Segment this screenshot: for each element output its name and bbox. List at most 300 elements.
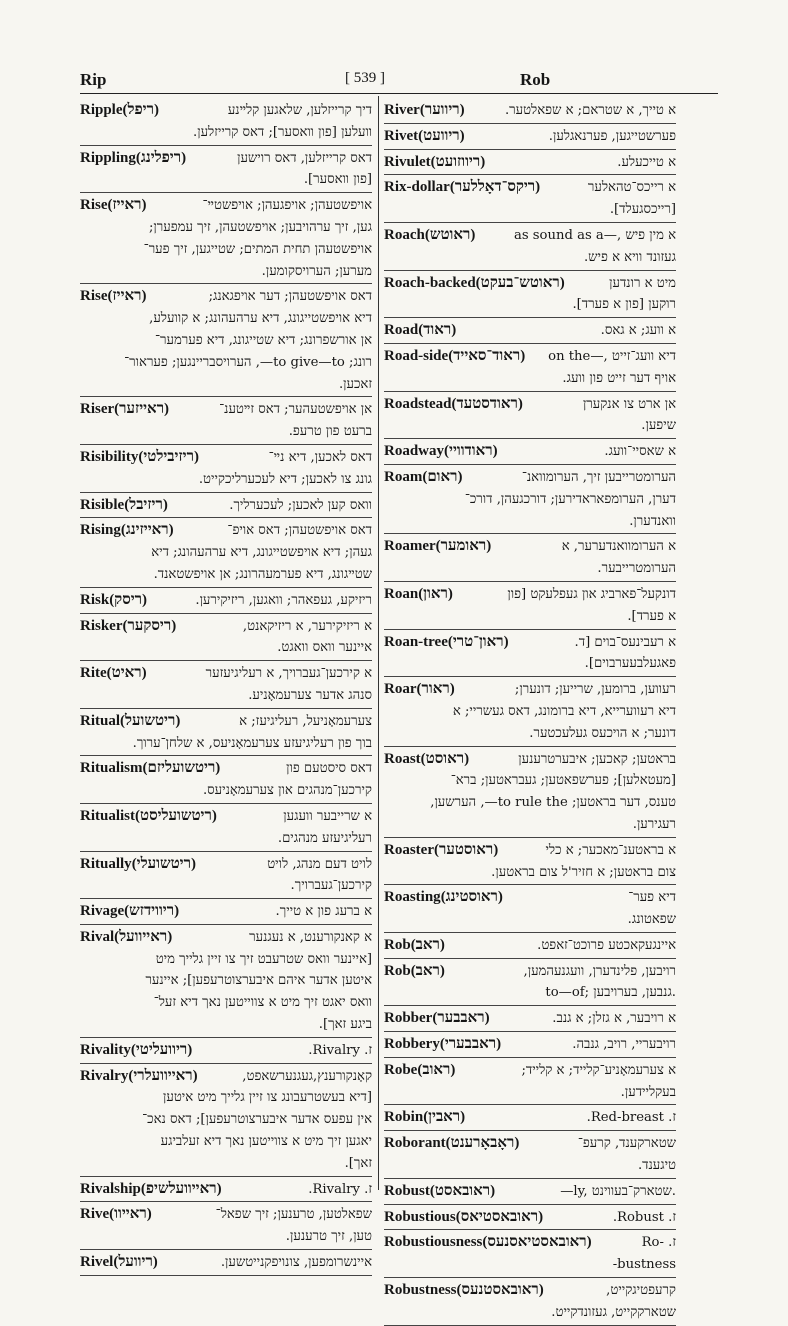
headword: Rix-dollar (ריקס־דאָללער)	[384, 179, 544, 196]
entry-line	[80, 1226, 372, 1248]
entry-line	[384, 1133, 676, 1155]
entry-separator	[384, 676, 676, 677]
pronunciation: (ראוסט)	[420, 750, 473, 767]
definition-text: א פערד].	[627, 608, 676, 624]
entry-line	[80, 901, 372, 923]
headword: Robustiousness (ראובאסטיאסנעס)	[384, 1234, 596, 1251]
dictionary-entry	[384, 320, 676, 342]
dictionary-entry	[384, 1181, 676, 1203]
headword: Roar (ראור)	[384, 681, 459, 698]
entry-separator	[384, 884, 676, 885]
entry-line	[80, 122, 372, 144]
pronunciation: (ראייז)	[107, 288, 151, 305]
headword: Ripple (ריפל)	[80, 102, 163, 118]
entry-line	[80, 1087, 372, 1109]
entry-separator	[80, 145, 372, 146]
definition-text: אויפשטעהן; אויפגעהן; אויפשטײ־	[202, 198, 372, 214]
pronunciation: (ראייוו)	[109, 1206, 156, 1223]
definition-text: טענס, דער בראטען; to rule the—, הערשען,	[430, 795, 676, 811]
definition-text: דיא רעווערייא, דיא ברומונג, דאס געשריי; א	[452, 703, 676, 719]
entry-line	[384, 152, 676, 174]
definition-text: דיך קרייזלען, שלאגען קלײנע	[227, 103, 372, 118]
dictionary-entry	[80, 100, 372, 144]
pronunciation: (ראוסטער)	[433, 841, 503, 858]
dictionary-entry	[80, 758, 372, 802]
entry-line	[80, 495, 372, 517]
definition-text: איינגעקאכטע פרוכט־זאפט.	[537, 937, 676, 953]
definition-text: קירכען־מנהגים און צערעמאָניעס.	[202, 783, 372, 799]
entry-separator	[80, 1176, 372, 1177]
definition-text: דונקעל־פארביג און געפלעקט [פון	[507, 586, 676, 602]
definition-text: דיא פער־	[628, 890, 676, 906]
definition-text: װעלען [פון װאסער]; דאס קרייזלען.	[193, 124, 372, 140]
headword: Robbery (ראבבערי)	[384, 1036, 505, 1053]
entry-separator	[80, 755, 372, 756]
page-number: [ 539 ]	[345, 70, 385, 86]
entry-line	[384, 840, 676, 862]
definition-text: ברעט פון טרעפ.	[288, 424, 372, 440]
pronunciation: (ריסק)	[109, 591, 151, 608]
entry-line	[384, 511, 676, 533]
pronunciation: (ראובאסט)	[429, 1182, 499, 1199]
definition-text: א וועג; א גאס.	[600, 323, 676, 339]
definition-text: ריזיקע, געפאהר; וואגען, ריזיקירען.	[195, 592, 372, 608]
definition-text: דערן, הערומפאראדירען; דורכגעהן, דורכ־	[464, 491, 676, 507]
dictionary-entry	[384, 887, 676, 931]
pronunciation: (ראוטש־בעקט)	[475, 274, 569, 291]
entry-line	[384, 1181, 676, 1203]
dictionary-entry	[384, 584, 676, 628]
entry-line	[80, 733, 372, 755]
entry-separator	[384, 343, 676, 344]
pronunciation: (ראוסטינג)	[440, 889, 507, 906]
definition-text: צום בראטען; א חזיר'ל צום בראטען.	[491, 864, 676, 880]
headword: Ritual (ריטשועל)	[80, 712, 185, 729]
definition-text: .Red-breast .ז	[586, 1110, 676, 1126]
entry-line	[80, 927, 372, 949]
dictionary-entry	[80, 495, 372, 517]
entry-separator	[384, 1130, 676, 1131]
entry-line	[80, 100, 372, 122]
definition-text: מערען; הערויסקומען.	[261, 263, 372, 279]
definition-text: —ly, שטארק־בעווינט.	[560, 1183, 676, 1199]
definition-text: רעווען, ברומען, שרייען; דונערן;	[514, 682, 676, 698]
entry-line	[384, 126, 676, 148]
definition-text: זאכען.	[338, 376, 372, 392]
pronunciation: (ראבין)	[423, 1109, 469, 1126]
definition-text: טען, זיך טרענען.	[285, 1229, 372, 1245]
pronunciation: (ריפל)	[122, 102, 163, 118]
entry-line	[80, 1040, 372, 1062]
pronunciation: (ראובאסטנעס)	[456, 1282, 548, 1299]
headword: Rivel (ריוועל)	[80, 1254, 162, 1271]
definition-text: דאס סיסטעם פון	[286, 761, 372, 777]
entry-line	[384, 909, 676, 931]
entry-line	[384, 1207, 676, 1229]
entry-line	[384, 100, 676, 122]
definition-text: אן ארט צו אנקערן	[582, 396, 676, 412]
entry-separator	[384, 123, 676, 124]
definition-text: איינשרומפען, צונויפקנייטשען.	[220, 1255, 372, 1271]
entry-line	[80, 564, 372, 586]
pronunciation: (ראום)	[422, 468, 467, 485]
pronunciation: (ראובאסטיאס)	[455, 1208, 547, 1225]
entry-line	[384, 653, 676, 675]
definition-text: אן אויפשטעהער; דאס זײטענ־	[219, 402, 372, 418]
dictionary-entry	[384, 126, 676, 148]
definition-text: [פון װאסער].	[303, 172, 372, 188]
definition-text: א טייך, א שטראם; א שפאלטער.	[504, 103, 676, 118]
definition-text: [איינער וואס שטרעבט זיך צו זיין גלייך מיט	[155, 951, 372, 967]
definition-text: הערומטרייבער.	[597, 561, 676, 577]
definition-text: יאגען זיך מיט א צווייטען נאך דיא זעלביגע	[160, 1134, 372, 1150]
entry-line	[80, 286, 372, 308]
dictionary-entry	[384, 1133, 676, 1177]
pronunciation: (ריסקער)	[122, 617, 180, 634]
headword: Risk (ריסק)	[80, 591, 151, 608]
entry-line	[80, 352, 372, 374]
entry-separator	[80, 803, 372, 804]
definition-text: שטײגונג, דיא פערמעהרונג; אן אויפשטאנד.	[153, 566, 372, 582]
definition-text: רעגירען.	[632, 816, 676, 832]
entry-separator	[80, 396, 372, 397]
entry-separator	[384, 533, 676, 534]
headword: Rivage (ריווידזש)	[80, 903, 183, 920]
headword: Roaster (ראוסטער)	[384, 841, 503, 858]
pronunciation: (ריוועט)	[418, 127, 469, 144]
headword: Risker (ריסקער)	[80, 617, 180, 634]
dictionary-entry	[384, 467, 676, 532]
definition-text: א צערעמאָניע־קלייד; א קלייד;	[521, 1062, 676, 1078]
dictionary-entry	[384, 1280, 676, 1324]
definition-text: [דיא בעשטרעבונג צו זיין גלייך מיט איטען	[163, 1090, 372, 1106]
definition-text: as sound as a—, א מין פיש	[513, 227, 676, 243]
entry-line	[384, 177, 676, 199]
entry-line	[80, 711, 372, 733]
entry-line	[80, 447, 372, 469]
pronunciation: (ריטשועלי)	[131, 855, 200, 872]
pronunciation: (ראוטש)	[424, 226, 480, 243]
entry-separator	[384, 391, 676, 392]
definition-text: שיפען.	[641, 418, 676, 434]
headword: Rivalship (ראייוועלשיפ)	[80, 1180, 226, 1197]
pronunciation: (ראבבערי)	[439, 1036, 505, 1053]
entry-separator	[80, 708, 372, 709]
entry-line	[80, 217, 372, 239]
pronunciation: (ריזיבילטי)	[138, 448, 203, 465]
right-column	[384, 100, 676, 1320]
dictionary-entry	[80, 399, 372, 443]
entry-line	[384, 982, 676, 1004]
headword: Roadway (ראודוויי)	[384, 443, 502, 460]
entry-separator	[384, 837, 676, 838]
entry-line	[80, 758, 372, 780]
dictionary-entry	[80, 927, 372, 1036]
definition-text: א רעבינעס־בוים [ד.	[574, 634, 676, 650]
entry-separator	[384, 1178, 676, 1179]
pronunciation: (ראייז)	[107, 197, 151, 214]
entry-separator	[80, 898, 372, 899]
dictionary-entry	[80, 1204, 372, 1248]
entry-separator	[80, 444, 372, 445]
definition-text: פאגעלבעערבוים].	[584, 656, 676, 672]
headword: Rivet (ריוועט)	[384, 127, 469, 144]
headword: Rivality (ריוועליטי)	[80, 1041, 196, 1058]
headword: Rising (ראייזינג)	[80, 522, 178, 539]
entry-line	[80, 239, 372, 261]
headword: Robin (ראבין)	[384, 1109, 469, 1126]
definition-text: לויט דעם מנהג, לויט	[267, 856, 372, 872]
entry-line	[80, 1014, 372, 1036]
entry-line	[80, 399, 372, 421]
dictionary-entry	[384, 346, 676, 390]
dictionary-entry	[384, 961, 676, 1005]
definition-text: מיט א רונדען	[609, 275, 676, 291]
headword: Risible (ריזיבל)	[80, 496, 172, 513]
dictionary-entry	[384, 225, 676, 269]
definition-text: רויבען, פלינדערן, וועגנעהמען,	[523, 963, 676, 979]
entry-line	[80, 949, 372, 971]
headword: Road (ראוד)	[384, 322, 460, 339]
definition-text: [מעטאלען]; פערשפאטען; געבראטען; ברא־	[450, 773, 676, 789]
headword: Roam (ראום)	[384, 468, 467, 485]
definition-text: טיגענד.	[637, 1158, 676, 1174]
pronunciation: (ראייוועל)	[114, 928, 176, 945]
dictionary-entry	[384, 100, 676, 122]
pronunciation: (ראוד־סאייד)	[448, 347, 529, 364]
definition-text: דאס אויפשטעהן; דער אויפגאנג;	[208, 289, 372, 305]
headword: Robust (ראובאסט)	[384, 1182, 499, 1199]
dictionary-entry	[384, 1008, 676, 1030]
entry-separator	[384, 958, 676, 959]
dictionary-entry	[80, 1179, 372, 1201]
entry-line	[384, 606, 676, 628]
pronunciation: (ריקס־דאָללער)	[449, 179, 544, 196]
headword: Rob (ראב)	[384, 962, 449, 979]
dictionary-entry	[384, 152, 676, 174]
headword: Rival (ראייוועל)	[80, 928, 176, 945]
headword: Robber (ראבבער)	[384, 1010, 494, 1027]
definition-text: .Rivalry .ז	[308, 1181, 372, 1197]
dictionary-entry	[80, 286, 372, 395]
definition-text: שפאטונג.	[627, 912, 676, 928]
definition-text: דאס קרייזלען, דאס רוישען	[237, 150, 372, 166]
entry-separator	[384, 581, 676, 582]
entry-separator	[80, 1201, 372, 1202]
definition-text: קרעפטיגקייט,	[606, 1283, 676, 1299]
entry-separator	[384, 1031, 676, 1032]
definition-text: רעליגיעזע מנהגים.	[277, 830, 372, 846]
entry-line	[384, 1232, 676, 1254]
entry-line	[384, 1254, 676, 1276]
entry-separator	[80, 517, 372, 518]
entry-line	[80, 1153, 372, 1175]
entry-separator	[384, 270, 676, 271]
pronunciation: (ריפלינג)	[135, 149, 190, 166]
entry-line	[80, 1131, 372, 1153]
definition-text: .Robust .ז	[612, 1209, 676, 1225]
definition-text: א ריזיקירער, א ריזיקאנט,	[242, 618, 372, 634]
headword: Rise (ראייז)	[80, 197, 151, 214]
entry-line	[80, 1109, 372, 1131]
entry-separator	[80, 587, 372, 588]
definition-text: פערשטייגען, פערנאגלען.	[548, 128, 676, 144]
entry-separator	[384, 1104, 676, 1105]
definition-text: דונער; א הויכעס געלעכטער.	[529, 725, 676, 741]
pronunciation: (ראב)	[410, 962, 449, 979]
definition-text: דאס לאכען, דיא נײ־	[268, 449, 372, 465]
entry-line	[80, 1204, 372, 1226]
entry-line	[384, 1008, 676, 1030]
pronunciation: (ראודסטעד)	[451, 395, 527, 412]
entry-line	[384, 749, 676, 771]
definition-text: שטארקענד, קרעפ־	[577, 1136, 676, 1152]
entry-separator	[80, 660, 372, 661]
headword: Roasting (ראוסטינג)	[384, 889, 507, 906]
entry-line	[80, 469, 372, 491]
headword: Rise (ראייז)	[80, 288, 151, 305]
pronunciation: (ראודוויי)	[444, 443, 502, 460]
entry-line	[80, 854, 372, 876]
definition-text: שפאלטען, טרענען; זיך שפאל־	[215, 1207, 372, 1223]
entry-line	[384, 1280, 676, 1302]
pronunciation: (ריוועליטי)	[130, 1041, 196, 1058]
entry-separator	[80, 1063, 372, 1064]
entry-separator	[384, 1204, 676, 1205]
definition-text: to—of; גנבען, בערויבען.	[545, 985, 676, 1001]
entry-line	[384, 1060, 676, 1082]
entry-separator	[384, 317, 676, 318]
dictionary-entry	[80, 1066, 372, 1175]
entry-line	[80, 875, 372, 897]
entry-separator	[384, 932, 676, 933]
entry-line	[80, 308, 372, 330]
entry-line	[80, 421, 372, 443]
definition-text: -bustness	[612, 1257, 676, 1273]
definition-text: גונג צו לאכען; דיא לעכערליכקייט.	[198, 471, 372, 487]
pronunciation: (ראָבאָרענט)	[445, 1135, 524, 1152]
headword: Rob (ראב)	[384, 936, 449, 953]
pronunciation: (ראובאסטיאסנעס)	[482, 1234, 596, 1251]
entry-line	[80, 970, 372, 992]
column-divider	[378, 96, 379, 1190]
headword: Robustious (ראובאסטיאס)	[384, 1208, 547, 1225]
entry-line	[384, 225, 676, 247]
definition-text: געזונד וויא א פיש.	[583, 249, 676, 265]
entry-line	[384, 558, 676, 580]
entry-line	[384, 770, 676, 792]
entry-separator	[80, 1249, 372, 1250]
entry-line	[384, 199, 676, 221]
dictionary-entry	[384, 1060, 676, 1104]
headword: Risibility (ריזיבילטי)	[80, 448, 203, 465]
pronunciation: (ראבבער)	[432, 1010, 494, 1027]
definition-text: זאך].	[344, 1155, 372, 1171]
definition-text: איטען אדער איהם איבערצוטרעפען]; איינער	[145, 973, 372, 989]
definition-text: א ברעג פון א טייך.	[275, 904, 372, 920]
headword: Roborant (ראָבאָרענט)	[384, 1135, 524, 1152]
definition-text: א רויבער, א גזלן; א גנב.	[552, 1011, 676, 1027]
dictionary-entry	[384, 1107, 676, 1129]
dictionary-entry	[384, 935, 676, 957]
definition-text: וואנדערן.	[629, 513, 676, 529]
header-rule	[80, 93, 718, 94]
dictionary-entry	[384, 394, 676, 438]
definition-text: א רייכס־טהאלער	[587, 180, 676, 196]
entry-line	[384, 394, 676, 416]
entry-line	[80, 542, 372, 564]
entry-line	[80, 195, 372, 217]
entry-line	[80, 1066, 372, 1088]
definition-text: אויפשטעהן תחית המתים; שטייגען, זיך פער־	[143, 241, 372, 257]
definition-text: בעקליידען.	[620, 1084, 676, 1100]
definition-text: גען, זיך ערהויבען; אויפשטעהן, זיך עמפערן;	[148, 219, 372, 235]
entry-line	[384, 441, 676, 463]
entry-line	[80, 663, 372, 685]
entry-line	[80, 780, 372, 802]
entry-line	[384, 294, 676, 316]
definition-text: א קירכען־געברויך, א רעליגיעזער	[205, 666, 372, 682]
pronunciation: (ראוד)	[418, 322, 460, 339]
headword: Roamer (ראומער)	[384, 538, 495, 555]
entry-line	[80, 637, 372, 659]
definition-text: וואס קען לאכען; לעכערליך.	[229, 497, 372, 513]
entry-line	[384, 346, 676, 368]
headword: Roadstead (ראודסטעד)	[384, 395, 527, 412]
entry-separator	[80, 283, 372, 284]
headword: Rivulet (ריווזועט)	[384, 153, 489, 170]
definition-text: קירכען־געברויך.	[290, 878, 372, 894]
entry-line	[384, 723, 676, 745]
entry-line	[384, 415, 676, 437]
entry-separator	[384, 464, 676, 465]
entry-separator	[80, 1275, 372, 1276]
definition-text: on the—, דיא וועג־זייט	[548, 348, 676, 364]
definition-text: א טייכעלע.	[617, 154, 676, 170]
definition-text: בוך פון רעליגיעזע צערעמאָניעס, א שלחן־ערוך.	[132, 735, 372, 751]
pronunciation: (ריווידזש)	[124, 903, 183, 920]
page-header	[80, 70, 718, 94]
entry-line	[384, 862, 676, 884]
dictionary-entry	[384, 1034, 676, 1056]
definition-text: א בראטענ־מאכער; א כלי	[545, 842, 676, 858]
entry-line	[80, 148, 372, 170]
headword: Road-side (ראוד־סאייד)	[384, 347, 529, 364]
headword: Riser (ראייזער)	[80, 401, 173, 418]
definition-text: בראטען; קאכען; איבערטרענען	[518, 751, 676, 767]
definition-text: שטארקקייט, געזונדקייט.	[551, 1304, 676, 1320]
dictionary-entry	[80, 806, 372, 850]
entry-line	[384, 935, 676, 957]
headword: Rive (ראייוו)	[80, 1206, 156, 1223]
entry-line	[80, 261, 372, 283]
entry-separator	[384, 1277, 676, 1278]
definition-text: רויבעריי, רויב, גנבה.	[572, 1037, 676, 1053]
dictionary-entry	[80, 520, 372, 585]
dictionary-entry	[80, 711, 372, 755]
pronunciation: (ראון)	[418, 585, 457, 602]
entry-line	[80, 1252, 372, 1274]
headword: Roan (ראון)	[384, 585, 457, 602]
definition-text: [רייכסגעלד].	[609, 202, 676, 218]
definition-text: .Rivalry .ז	[308, 1042, 372, 1058]
headword: Roast (ראוסט)	[384, 750, 473, 767]
entry-line	[80, 1179, 372, 1201]
headword: Ritualism (ריטשועליזם)	[80, 760, 225, 777]
dictionary-entry	[384, 1232, 676, 1276]
pronunciation: (ראייזינג)	[120, 522, 178, 539]
definition-text: Ro- .ז	[641, 1235, 676, 1251]
